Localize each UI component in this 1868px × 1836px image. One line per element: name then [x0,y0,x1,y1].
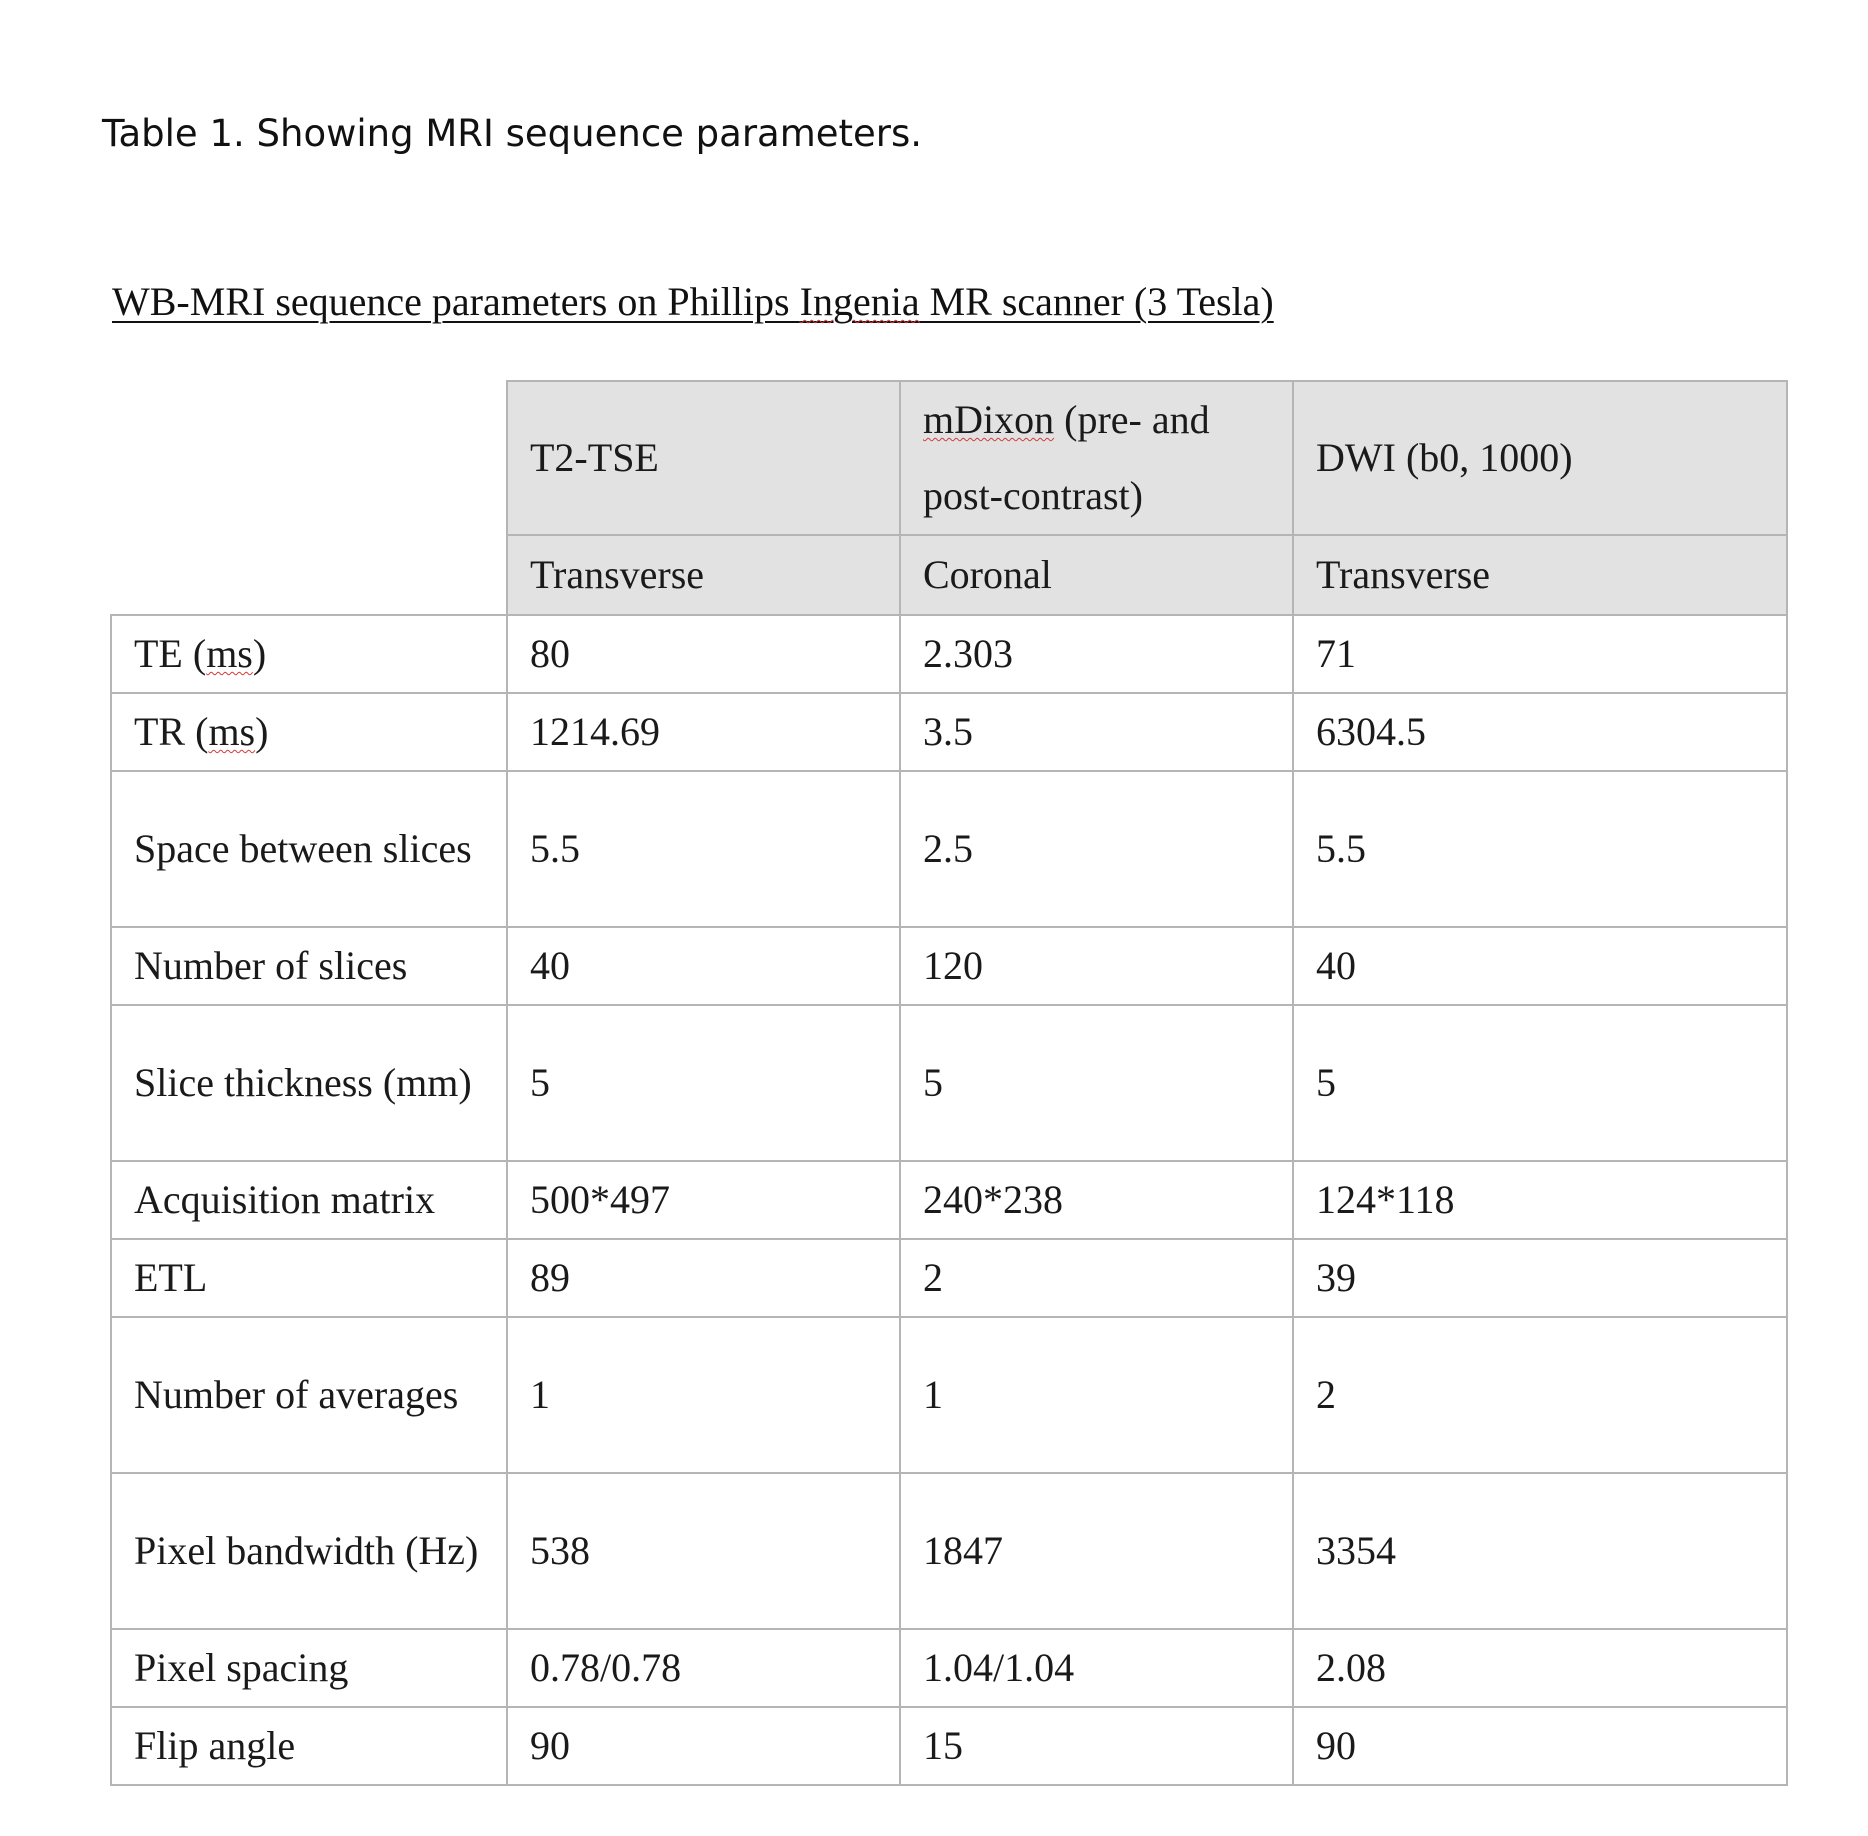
label-text-end: ) [252,631,267,676]
subtitle-spellcheck-word: Ingenia [799,279,920,324]
row-label-number-of-averages: Number of averages [111,1317,507,1473]
row-label-number-of-slices: Number of slices [111,927,507,1005]
row-label-acquisition-matrix: Acquisition matrix [111,1161,507,1239]
table-cell: 5 [507,1005,900,1161]
table-cell: 90 [507,1707,900,1785]
table-subtitle [112,278,1274,325]
mdixon-header-rest: (pre- and post-contrast) [923,397,1210,518]
table-cell: 1847 [900,1473,1293,1629]
table-cell: 71 [1293,615,1787,693]
label-spellcheck-word: ms [206,631,253,676]
column-header-t2-tse: T2-TSE [507,381,900,535]
subtitle-text-end: MR scanner (3 Tesla) [919,279,1274,324]
label-spellcheck-word: ms [208,709,256,754]
table-cell: 2 [900,1239,1293,1317]
table-row-flip-angle [111,1707,1787,1785]
table-row-space-between-slices [111,771,1787,927]
table-cell: 240*238 [900,1161,1293,1239]
table-cell: 3.5 [900,693,1293,771]
table-row-slice-thickness [111,1005,1787,1161]
table-cell: 5.5 [1293,771,1787,927]
table-cell: 40 [507,927,900,1005]
column-header-mdixon [900,381,1293,535]
table-cell: 90 [1293,1707,1787,1785]
table-cell: 2.303 [900,615,1293,693]
corner-cell [111,381,507,615]
row-label-space-between-slices: Space between slices [111,771,507,927]
table-cell: 5.5 [507,771,900,927]
table-cell: 40 [1293,927,1787,1005]
table-cell: 2.5 [900,771,1293,927]
row-label-slice-thickness: Slice thickness (mm) [111,1005,507,1161]
plane-header-mdixon: Coronal [900,535,1293,615]
table-cell: 5 [1293,1005,1787,1161]
column-header-dwi: DWI (b0, 1000) [1293,381,1787,535]
table-cell: 500*497 [507,1161,900,1239]
mri-parameters-table [110,380,1788,1786]
table-cell: 1214.69 [507,693,900,771]
row-label-te [111,615,507,693]
table-cell: 80 [507,615,900,693]
subtitle-text-start: WB-MRI sequence parameters on Phillips [112,279,800,324]
sequence-header-row [111,381,1787,535]
table-cell: 2 [1293,1317,1787,1473]
table-cell: 6304.5 [1293,693,1787,771]
table-row-number-of-averages [111,1317,1787,1473]
table-row-tr [111,693,1787,771]
table-cell: 1 [507,1317,900,1473]
table-cell: 89 [507,1239,900,1317]
table-cell: 538 [507,1473,900,1629]
label-text: TE ( [134,631,207,676]
table-cell: 120 [900,927,1293,1005]
table-cell: 1.04/1.04 [900,1629,1293,1707]
row-label-pixel-bandwidth: Pixel bandwidth (Hz) [111,1473,507,1629]
row-label-tr [111,693,507,771]
table-cell: 2.08 [1293,1629,1787,1707]
mdixon-spellcheck-word: mDixon [923,397,1055,442]
table-cell: 5 [900,1005,1293,1161]
table-cell: 1 [900,1317,1293,1473]
table-row-etl [111,1239,1787,1317]
row-label-etl: ETL [111,1239,507,1317]
table-row-pixel-bandwidth [111,1473,1787,1629]
table-cell: 3354 [1293,1473,1787,1629]
parameters-table-wrapper [110,380,1788,1786]
table-row-acquisition-matrix [111,1161,1787,1239]
table-cell: 0.78/0.78 [507,1629,900,1707]
table-row-pixel-spacing [111,1629,1787,1707]
table-cell: 124*118 [1293,1161,1787,1239]
table-caption: Table 1. Showing MRI sequence parameters. [102,112,923,155]
row-label-pixel-spacing: Pixel spacing [111,1629,507,1707]
plane-header-dwi: Transverse [1293,535,1787,615]
label-text: TR ( [134,709,209,754]
table-cell: 15 [900,1707,1293,1785]
plane-header-t2-tse: Transverse [507,535,900,615]
table-row-number-of-slices [111,927,1787,1005]
table-row-te [111,615,1787,693]
row-label-flip-angle: Flip angle [111,1707,507,1785]
label-text-end: ) [255,709,269,754]
table-cell: 39 [1293,1239,1787,1317]
